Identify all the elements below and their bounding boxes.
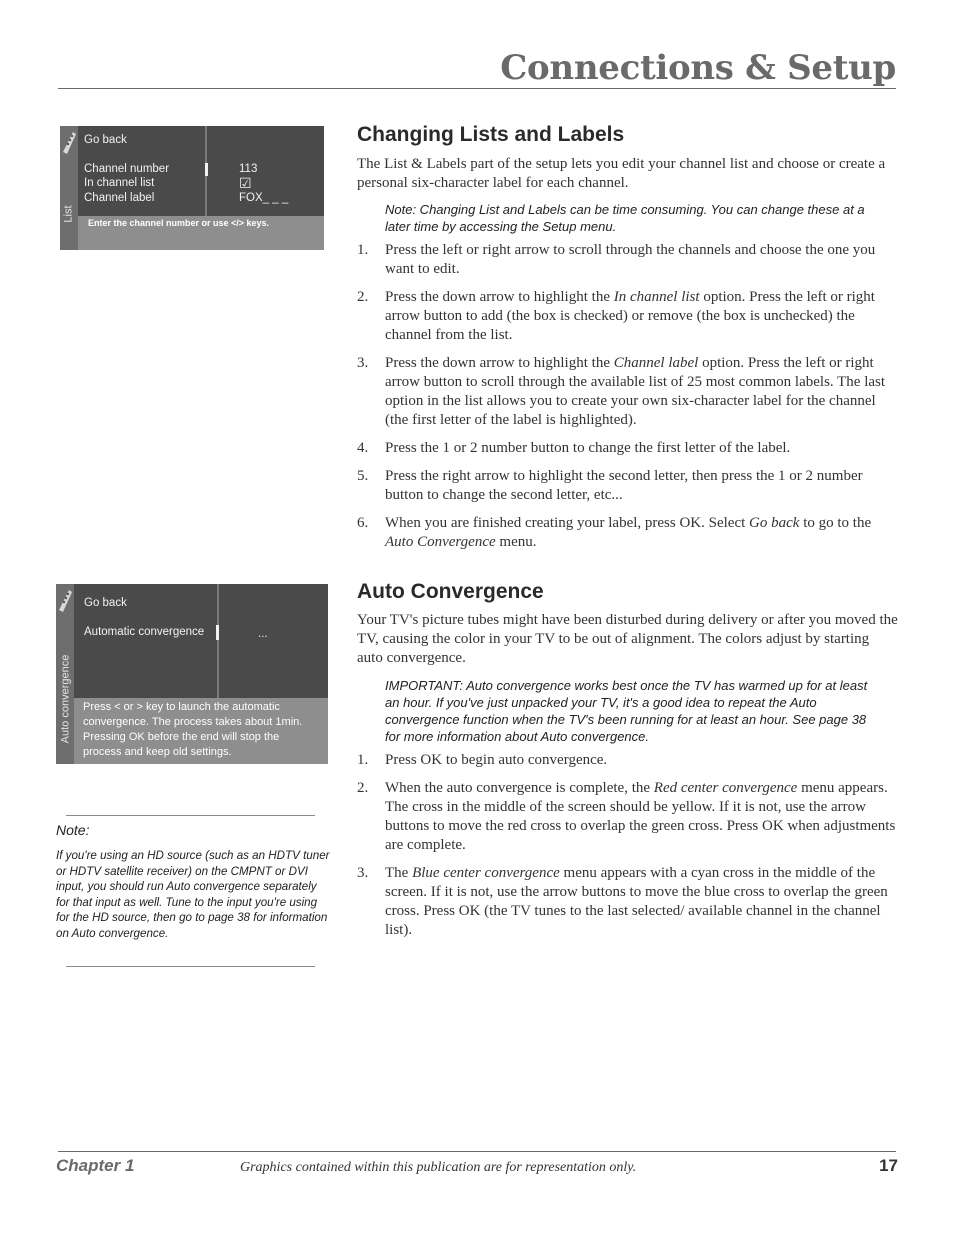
hint-line: Pressing OK before the end will stop the [83,731,280,743]
page-header-title: Connections & Setup [500,48,896,88]
footer-rule [58,1151,896,1152]
channel-label-label[interactable]: Channel label [84,192,155,204]
side-note-bottom-rule [66,966,315,967]
hint-bar [78,216,324,250]
list-item: 1. Press the left or right arrow to scroll through the channels and choose the one you want to edit. [357,242,876,277]
channel-number-value: 113 [239,163,258,175]
lists-note: Note: Changing List and Labels can be time consuming. You can change these at a later time by accessing the Setup menu. [385,202,865,234]
list-item: 1. Press OK to begin auto convergence. [357,752,608,768]
hint-text: Enter the channel number or use </> keys. [88,218,270,228]
remote-icon [57,586,73,614]
header-rule [58,88,896,89]
convergence-important-note: IMPORTANT: Auto convergence works best once the TV has warmed up for at least an hour. If you've just unpacked your TV, it's a good idea to repeat the Auto convergence function when the TV's been running for at least an hour. See page 38 for more information about Auto convergence. [385,678,868,744]
side-note-label: Note: [56,822,90,838]
channel-label-value: FOX_ _ _ [239,192,289,204]
menu-divider [217,584,219,698]
list-menu-screen [60,126,324,250]
convergence-value: ... [258,628,268,640]
side-note-top-rule [66,815,315,816]
side-note-text: If you're using an HD source (such as an HDTV tuner or HDTV satellite receiver) on the CMPNT or DVI input, you should run Auto convergence separately for that input as well. Tune to the input you're using for the HD source, then go to page 38 for information on Auto convergence. [56,849,330,940]
go-back-item[interactable]: Go back [84,134,127,146]
remote-icon [61,128,77,156]
menu-tab-label: Auto convergence [59,654,72,744]
channel-number-label[interactable]: Channel number [84,163,170,175]
convergence-intro: Your TV's picture tubes might have been disturbed during delivery or after you moved the TV, causing the color in your TV to be out of alignment. The colors adjust by starting auto convergence. [357,612,898,666]
menu-tab-label: List [63,205,75,223]
menu-cursor [216,625,219,640]
list-item: 6. When you are finished creating your label, press OK. Select Go back to go to the Auto Convergence menu. [357,515,872,550]
page-number: 17 [879,1156,898,1175]
list-item: 3. The Blue center convergence menu appears with a cyan cross in the middle of the screen. If it is not, use the arrow buttons to move the blue cross to overlap the green cross. Press OK (the TV tunes to the last selected/ available channel in the channel list). [357,865,888,938]
lists-intro: The List & Labels part of the setup lets you edit your channel list and choose or create a personal six-character label for each channel. [357,156,886,191]
section-title-convergence: Auto Convergence [357,580,544,603]
menu-cursor [205,163,208,176]
convergence-steps [357,751,898,940]
list-item: 2. When the auto convergence is complete, the Red center convergence menu appears. The cross in the middle of the screen should be yellow. If it is not, use the arrow buttons to move the red cross to overlap the green cross. Press OK when adjustments are complete. [357,780,896,853]
list-item: 4. Press the 1 or 2 number button to change the first letter of the label. [357,440,791,456]
hint-line: convergence. The process takes about 1min. [83,716,303,728]
auto-convergence-screen [56,584,328,764]
list-item: 2. Press the down arrow to highlight the In channel list option. Press the left or right arrow button to add (the box is checked) or remove (the box is unchecked) the channel from the list. [357,289,875,343]
footer-chapter: Chapter 1 [56,1156,135,1175]
checkbox-icon[interactable]: ☑ [239,175,252,191]
hint-line: process and keep old settings. [83,746,232,758]
list-item: 5. Press the right arrow to highlight the second letter, then press the 1 or 2 number button to change the second letter, etc... [357,468,863,503]
automatic-convergence-item[interactable]: Automatic convergence [84,626,205,638]
footer-disclaimer: Graphics contained within this publication are for representation only. [240,1160,637,1175]
list-item: 3. Press the down arrow to highlight the Channel label option. Press the left or right arrow button to scroll through the available list of 25 most common labels. The last option in the list allows you to create your own six-character label for the channel (the first letter of the label is highlighted). [357,355,886,428]
hint-bar [74,698,328,764]
lists-steps [357,241,898,552]
in-channel-list-label[interactable]: In channel list [84,177,155,189]
section-title-lists: Changing Lists and Labels [357,123,625,146]
go-back-item[interactable]: Go back [84,597,127,609]
hint-line: Press < or > key to launch the automatic [83,701,280,713]
